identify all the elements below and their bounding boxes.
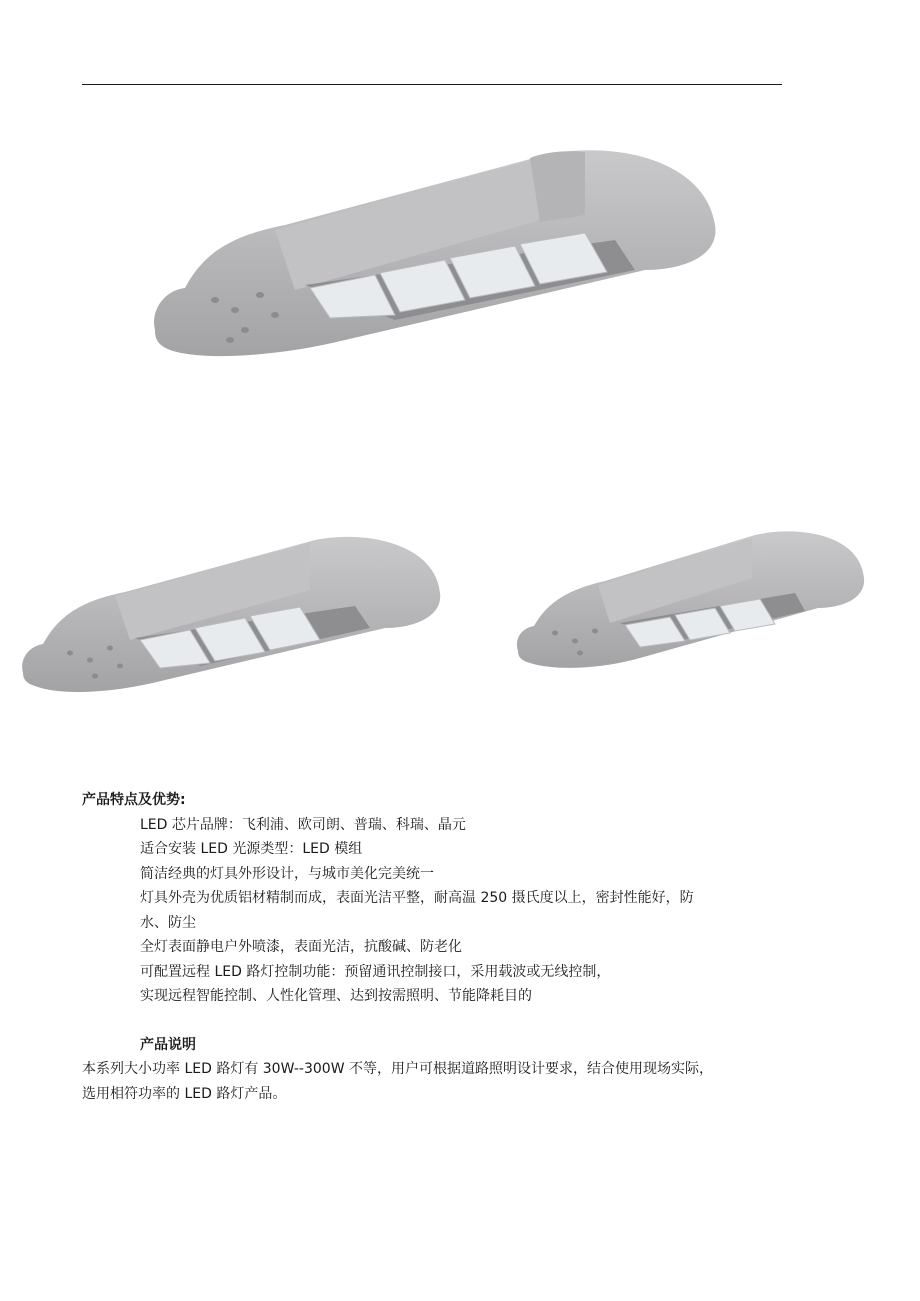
feature-item: 全灯表面静电户外喷漆，表面光洁，抗酸碱、防老化	[140, 939, 462, 955]
header-rule	[82, 84, 782, 85]
feature-item: LED 芯片品牌：飞利浦、欧司朗、普瑞、科瑞、晶元	[140, 816, 466, 833]
product-text	[82, 788, 802, 1106]
feature-item: 可配置远程 LED 路灯控制功能：预留通讯控制接口，采用载波或无线控制，	[140, 963, 611, 980]
feature-item: 简洁经典的灯具外形设计，与城市美化完美统一	[140, 865, 434, 882]
street-lamp-small-image	[510, 523, 870, 673]
description-line: 本系列大小功率 LED 路灯有 30W--300W 不等，用户可根据道路照明设计要求，结合使用现场实际，	[82, 1061, 713, 1077]
feature-item: 实现远程智能控制、人性化管理、达到按需照明、节能降耗目的	[140, 988, 532, 1004]
description-line: 选用相符功率的 LED 路灯产品。	[82, 1085, 287, 1102]
feature-item: 适合安装 LED 光源类型：LED 模组	[140, 841, 363, 857]
feature-item-continuation: 水、防尘	[140, 914, 196, 931]
features-heading: 产品特点及优势:	[82, 792, 186, 808]
street-lamp-large-image	[145, 140, 720, 365]
street-lamp-medium-image	[15, 528, 445, 698]
description-heading: 产品说明	[140, 1036, 196, 1053]
feature-item: 灯具外壳为优质铝材精制而成，表面光洁平整，耐高温 250 摄氏度以上，密封性能好，防	[140, 890, 694, 906]
